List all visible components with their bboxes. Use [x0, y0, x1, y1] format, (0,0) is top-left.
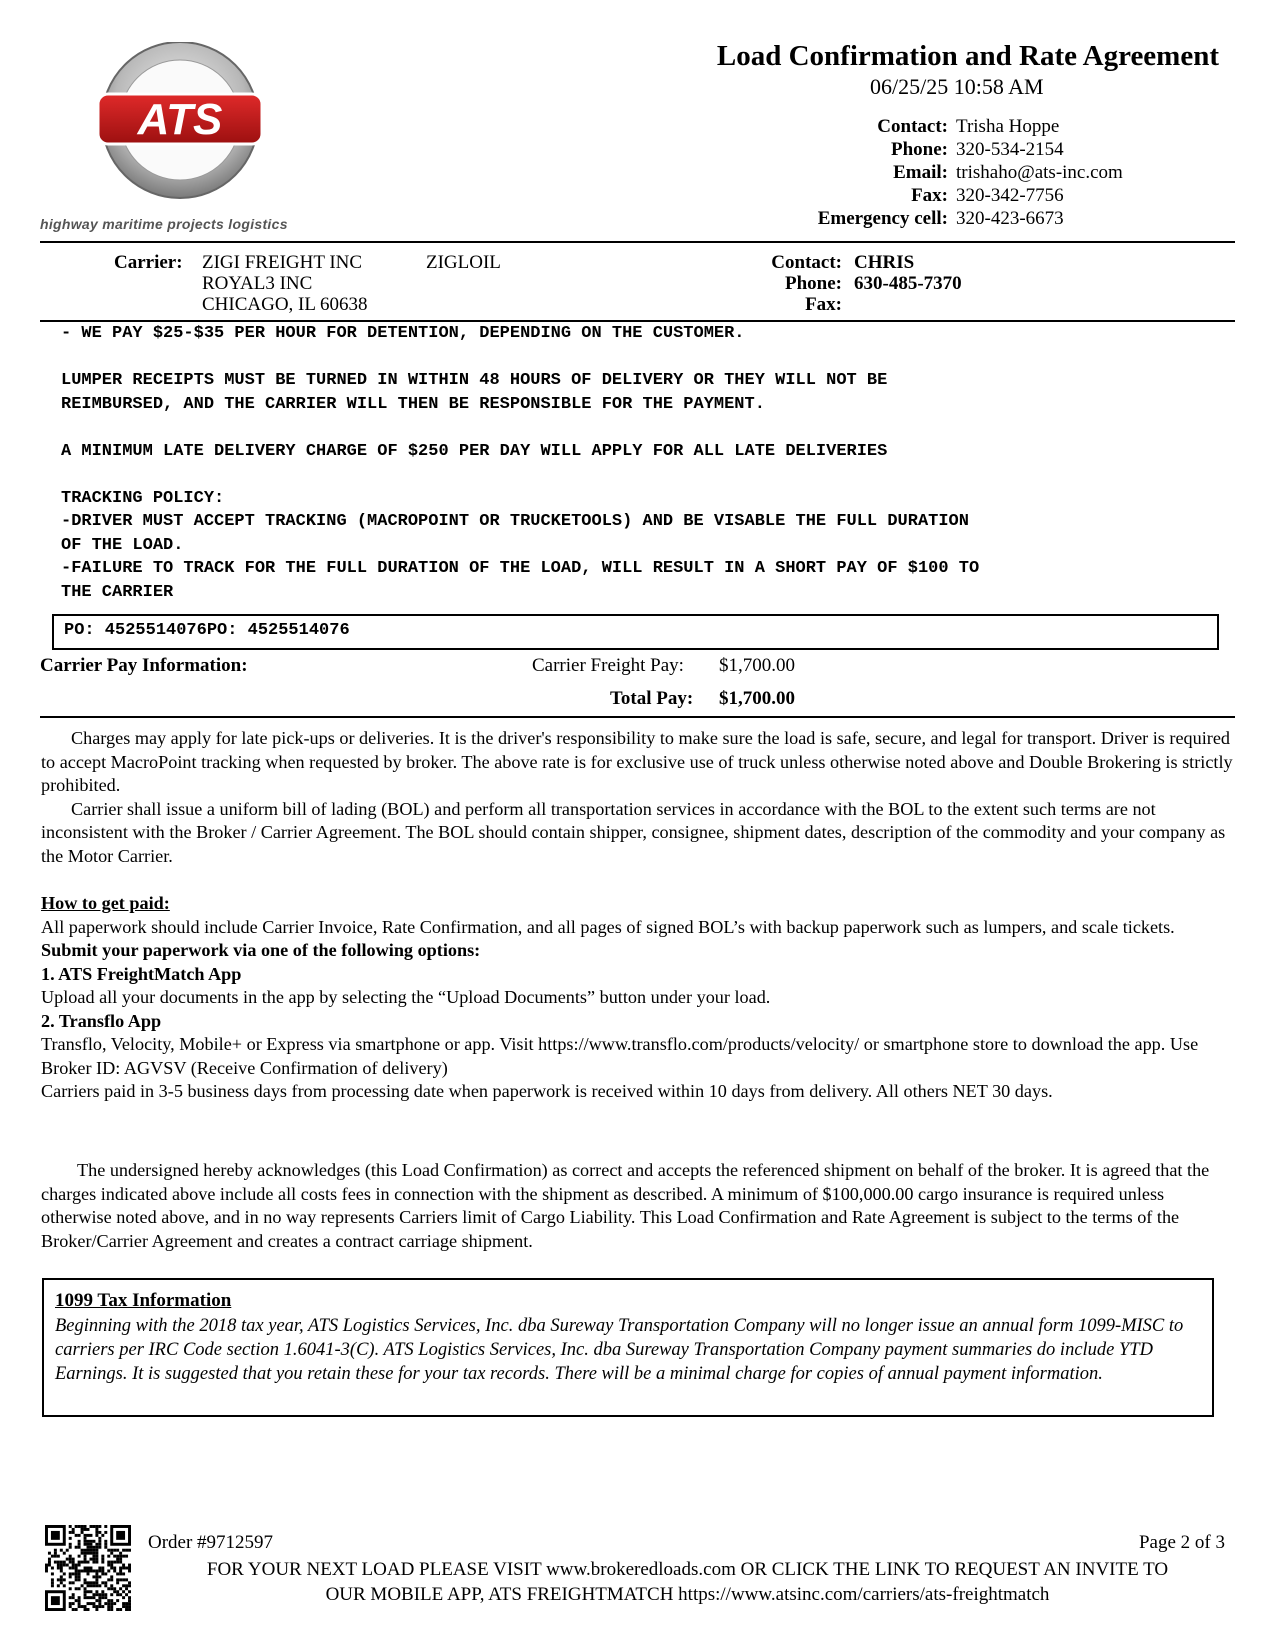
- option-2-title: 2. Transflo App: [41, 1010, 162, 1031]
- option-2-text: Transflo, Velocity, Mobile+ or Express via smartphone or app. Visit https://www.transflo.com/products/velocity/ or smartphone store to download the app. Use Broker ID: AGVSV (Receive Confirmation of delivery): [41, 1034, 1199, 1078]
- emergency-label: Emergency cell:: [817, 208, 948, 229]
- carrier-freight-pay-value: $1,700.00: [719, 655, 795, 676]
- divider: [40, 716, 1235, 718]
- carrier-address-1: ROYAL3 INC: [202, 273, 313, 294]
- total-pay-value: $1,700.00: [719, 688, 795, 709]
- acknowledgement-paragraph: [41, 1159, 1236, 1253]
- tax-info-body: Beginning with the 2018 tax year, ATS Logistics Services, Inc. dba Sureway Transportation Company will no longer issue an annual form 1099-MISC to carriers per IRC Code section 1.6041-3(C). ATS Logistics Services, Inc. dba Sureway Transportation Company payment summaries do include YTD Earnings. It is suggested that you retain these for your tax records. There will be a minimal charge for copies of annual payment information.: [55, 1316, 1184, 1384]
- broker-phone: 320-534-2154: [956, 139, 1064, 160]
- terms-line: LUMPER RECEIPTS MUST BE TURNED IN WITHIN 48 HOURS OF DELIVERY OR THEY WILL NOT BE: [61, 371, 888, 390]
- terms-line: -DRIVER MUST ACCEPT TRACKING (MACROPOINT OR TRUCKETOOLS) AND BE VISABLE THE FULL DURATION: [61, 512, 969, 531]
- po-number: PO: 4525514076PO: 4525514076: [64, 621, 350, 640]
- carrier-pay-label: Carrier Pay Information:: [40, 655, 248, 676]
- option-1-title: 1. ATS FreightMatch App: [41, 963, 242, 984]
- po-box: [52, 614, 1219, 650]
- carrier-code: ZIGLOIL: [426, 252, 501, 273]
- payment-timing: Carriers paid in 3-5 business days from processing date when paperwork is received within 10 days from delivery. All others NET 30 days.: [41, 1081, 1053, 1101]
- phone-label: Phone:: [891, 139, 948, 160]
- carrier-contact-label: Contact:: [771, 252, 842, 273]
- terms-line: REIMBURSED, AND THE CARRIER WILL THEN BE RESPONSIBLE FOR THE PAYMENT.: [61, 395, 765, 414]
- charges-paragraph: [41, 727, 1236, 868]
- qr-code-icon: [45, 1525, 131, 1611]
- footer-message: [140, 1557, 1235, 1607]
- broker-fax: 320-342-7756: [956, 185, 1064, 206]
- fax-label: Fax:: [911, 185, 948, 206]
- option-1-text: Upload all your documents in the app by selecting the “Upload Documents” button under your load.: [41, 987, 771, 1007]
- terms-line: THE CARRIER: [61, 583, 174, 602]
- email-label: Email:: [893, 162, 948, 183]
- carrier-freight-pay-label: Carrier Freight Pay:: [532, 655, 684, 676]
- total-pay-label: Total Pay:: [610, 688, 694, 709]
- terms-line: TRACKING POLICY:: [61, 489, 225, 508]
- how-to-get-paid-section: [41, 892, 1236, 1104]
- carrier-label: Carrier:: [114, 252, 183, 273]
- submit-heading: Submit your paperwork via one of the following options:: [41, 940, 481, 960]
- footer-line-1: FOR YOUR NEXT LOAD PLEASE VISIT www.brokeredloads.com OR CLICK THE LINK TO REQUEST AN INVITE TO: [206, 1559, 1169, 1580]
- paperwork-intro: All paperwork should include Carrier Invoice, Rate Confirmation, and all pages of signed BOL’s with backup paperwork such as lumpers, and scale tickets.: [41, 916, 1175, 937]
- broker-emergency-cell: 320-423-6673: [956, 208, 1064, 229]
- divider: [40, 241, 1235, 243]
- broker-contact-name: Trisha Hoppe: [956, 116, 1060, 137]
- carrier-name: ZIGI FREIGHT INC: [202, 252, 363, 273]
- document-datetime: 06/25/25 10:58 AM: [870, 74, 1044, 99]
- broker-email[interactable]: trishaho@ats-inc.com: [956, 162, 1123, 183]
- terms-line: - WE PAY $25-$35 PER HOUR FOR DETENTION, DEPENDING ON THE CUSTOMER.: [61, 324, 745, 343]
- tax-info-title: 1099 Tax Information: [55, 1290, 232, 1311]
- acknowledgement-text: The undersigned hereby acknowledges (this Load Confirmation) as correct and accepts the referenced shipment on behalf of the broker. It is agreed that the charges indicated above include all costs fees in connection with the shipment as described. A minimum of $100,000.00 cargo insurance is required unless otherwise noted above, and in no way represents Carriers limit of Cargo Liability. This Load Confirmation and Rate Agreement is subject to the terms of the Broker/Carrier Agreement and creates a contract carriage shipment.: [41, 1160, 1210, 1251]
- terms-line: OF THE LOAD.: [61, 536, 184, 555]
- carrier-contact-name: CHRIS: [854, 252, 915, 273]
- page-number: Page 2 of 3: [1138, 1532, 1225, 1553]
- contact-label: Contact:: [877, 116, 948, 137]
- terms-line: -FAILURE TO TRACK FOR THE FULL DURATION OF THE LOAD, WILL RESULT IN A SHORT PAY OF $100 TO: [61, 559, 980, 578]
- carrier-phone-label: Phone:: [785, 273, 842, 294]
- tax-info-box: [42, 1278, 1214, 1417]
- ats-logo: [40, 42, 340, 232]
- carrier-phone: 630-485-7370: [854, 273, 962, 294]
- bol-text: Carrier shall issue a uniform bill of lading (BOL) and perform all transportation services in accordance with the BOL to the extent such terms are not inconsistent with the Broker / Carrier Agreement. The BOL should contain shipper, consignee, shipment dates, description of the commodity and your company as the Motor Carrier.: [41, 798, 1226, 866]
- carrier-address-2: CHICAGO, IL 60638: [202, 294, 368, 315]
- order-number: Order #9712597: [148, 1532, 274, 1553]
- how-to-get-paid-heading: How to get paid:: [41, 893, 170, 913]
- logo-text: ATS: [137, 95, 223, 144]
- page-title: Load Confirmation and Rate Agreement: [716, 40, 1219, 72]
- charges-text: Charges may apply for late pick-ups or deliveries. It is the driver's responsibility to make sure the load is safe, secure, and legal for transport. Driver is required to accept MacroPoint tracking when requested by broker. The above rate is for exclusive use of truck unless otherwise noted above and Double Brokering is strictly prohibited.: [41, 728, 1233, 795]
- divider: [40, 320, 1235, 322]
- tagline: highway maritime projects logistics: [40, 216, 288, 232]
- terms-line: A MINIMUM LATE DELIVERY CHARGE OF $250 PER DAY WILL APPLY FOR ALL LATE DELIVERIES: [61, 442, 888, 461]
- footer-line-2: OUR MOBILE APP, ATS FREIGHTMATCH https://www.atsinc.com/carriers/ats-freightmatch: [325, 1584, 1050, 1605]
- carrier-fax-label: Fax:: [805, 294, 842, 315]
